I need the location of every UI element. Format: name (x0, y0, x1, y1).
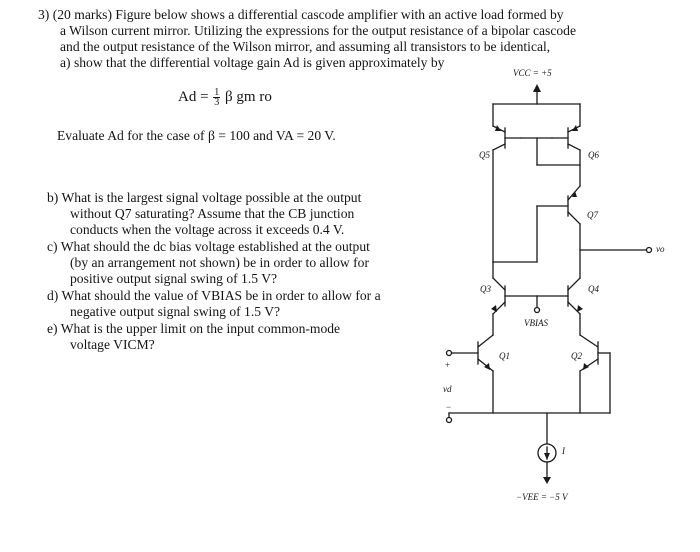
problem-line-2: and the output resistance of the Wilson mirror, and assuming all transistors to be identical, (60, 39, 551, 54)
q1-label: Q1 (499, 351, 510, 361)
q3-emitter-arrow-icon (491, 305, 497, 312)
problem-line-3: a) show that the differential voltage gain Ad is given approximately by (60, 55, 445, 70)
vcc-label: VCC = +5 (513, 68, 552, 78)
q3-collector (493, 278, 505, 290)
part-d-line-1: d) What should the value of VBIAS be in order to allow for a (47, 288, 381, 303)
q6-collector (568, 144, 580, 150)
q1-collector (478, 335, 493, 347)
problem-header: 3) (20 marks) Figure below shows a differential cascode amplifier with an active load formed by (38, 7, 564, 22)
q2-collector (580, 335, 598, 347)
fraction-denominator: 3 (214, 97, 220, 108)
vee-label: −VEE = −5 V (516, 492, 568, 502)
input-minus-terminal (447, 418, 452, 423)
output-terminal (647, 248, 652, 253)
q6-label: Q6 (588, 150, 599, 160)
q4-label: Q4 (588, 284, 599, 294)
vbias-terminal (535, 308, 540, 313)
q4-emitter-arrow-icon (577, 305, 583, 312)
q3-label: Q3 (480, 284, 491, 294)
q2-emitter (580, 359, 598, 371)
current-arrowhead-icon (544, 453, 550, 460)
q7-collector (568, 212, 580, 224)
input-plus-label: + (445, 360, 451, 370)
q1-emitter (478, 359, 493, 371)
evaluate-line: Evaluate Ad for the case of β = 100 and VA = 20 V. (57, 128, 336, 143)
equation-rhs: β gm ro (225, 88, 272, 105)
part-c-line-1: c) What should the dc bias voltage established at the output (47, 239, 370, 254)
part-b-line-2: without Q7 saturating? Assume that the CB junction (70, 206, 355, 221)
input-minus-label: − (446, 402, 452, 412)
problem-line-1: a Wilson current mirror. Utilizing the expressions for the output resistance of a bipolar cascode (60, 23, 576, 38)
part-e-line-1: e) What is the upper limit on the input common-mode (47, 321, 341, 336)
vcc-arrow-icon (533, 84, 541, 92)
q7-label: Q7 (587, 210, 598, 220)
q5-collector (493, 144, 505, 150)
input-plus-terminal (447, 351, 452, 356)
q2-emitter-arrow-icon (583, 363, 589, 370)
current-label: I (562, 446, 565, 456)
equation-lhs: Ad = (178, 88, 209, 105)
input-label: vd (443, 384, 452, 394)
q5-label: Q5 (479, 150, 490, 160)
vbias-label: VBIAS (524, 318, 548, 328)
q2-label: Q2 (571, 351, 582, 361)
part-c-line-3: positive output signal swing of 1.5 V? (70, 271, 278, 286)
output-label: vo (656, 244, 665, 254)
vee-arrow-icon (543, 477, 551, 484)
fraction-numerator: 1 (214, 87, 220, 98)
part-b-line-1: b) What is the largest signal voltage possible at the output (47, 190, 362, 205)
q4-collector (568, 278, 580, 290)
part-c-line-2: (by an arrangement not shown) be in order to allow for (70, 255, 369, 270)
part-b-line-3: conducts when the voltage across it exceeds 0.4 V. (70, 222, 345, 237)
part-d-line-2: negative output signal swing of 1.5 V? (70, 304, 281, 319)
part-e-line-2: voltage VICM? (70, 337, 155, 352)
